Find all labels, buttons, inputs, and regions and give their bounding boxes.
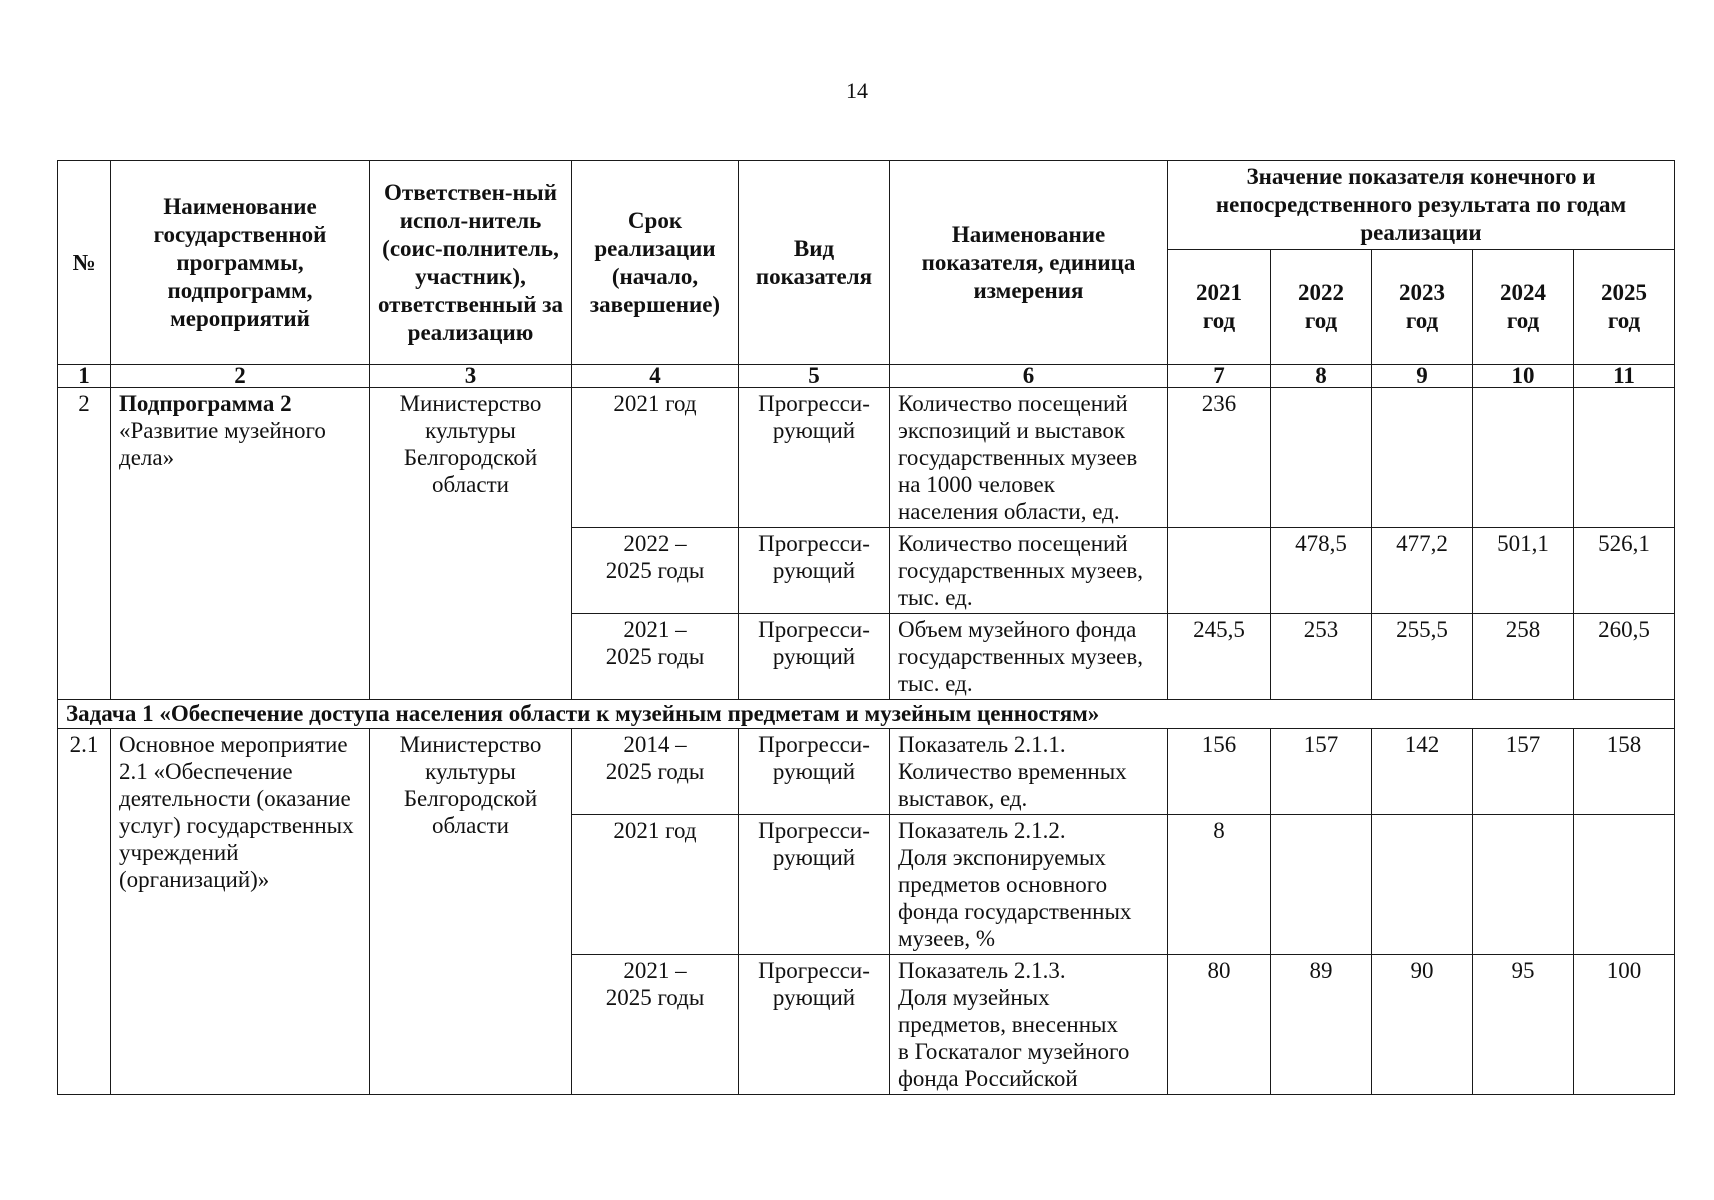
column-number: 9 [1372,365,1473,388]
indicator-name-cell: Объем музейного фонда государственных музеев, тыс. ед. [890,614,1168,700]
indicator-type-cell: Прогресси- рующий [739,388,890,528]
column-number: 2 [111,365,370,388]
value-cell: 157 [1473,729,1574,815]
program-name-cell [111,388,370,700]
value-cell: 8 [1168,815,1271,955]
column-number: 6 [890,365,1168,388]
column-numbers-row [58,365,1675,388]
executor-cell: Министерство культуры Белгородской области [370,729,572,1095]
value-cell: 477,2 [1372,528,1473,614]
table-row [58,729,1675,815]
indicators-table [57,160,1675,1095]
subprogram-title: Подпрограмма 2 [119,391,292,416]
value-cell [1271,388,1372,528]
page-number: 14 [846,78,868,103]
value-cell: 156 [1168,729,1271,815]
term-cell: 2021 – 2025 годы [572,614,739,700]
value-cell [1473,388,1574,528]
task-row [58,700,1675,729]
value-cell [1168,528,1271,614]
value-cell [1271,815,1372,955]
value-cell: 95 [1473,955,1574,1095]
table-row [58,388,1675,528]
column-number: 4 [572,365,739,388]
value-cell [1372,815,1473,955]
indicator-name-cell: Показатель 2.1.3. Доля музейных предметов, внесенных в Госкаталог музейного фонда Российской [890,955,1168,1095]
indicator-name-cell: Количество посещений экспозиций и выставок государственных музеев на 1000 человек населения области, ед. [890,388,1168,528]
term-cell: 2021 – 2025 годы [572,955,739,1095]
header-year: 2024 год [1473,250,1574,365]
header-year: 2021 год [1168,250,1271,365]
subprogram-name: «Развитие музейного дела» [119,418,326,470]
value-cell: 253 [1271,614,1372,700]
column-number: 5 [739,365,890,388]
header-values: Значение показателя конечного и непосредственного результата по годам реализации [1168,161,1675,250]
value-cell: 158 [1574,729,1675,815]
header-term: Срок реализации (начало, завершение) [572,161,739,365]
indicator-name-cell: Показатель 2.1.1. Количество временных выставок, ед. [890,729,1168,815]
value-cell: 90 [1372,955,1473,1095]
header-no: № [58,161,111,365]
value-cell: 245,5 [1168,614,1271,700]
header-indicator-name: Наименование показателя, единица измерения [890,161,1168,365]
value-cell: 260,5 [1574,614,1675,700]
indicator-type-cell: Прогресси- рующий [739,528,890,614]
term-cell: 2021 год [572,815,739,955]
value-cell: 89 [1271,955,1372,1095]
indicator-type-cell: Прогресси- рующий [739,729,890,815]
value-cell: 100 [1574,955,1675,1095]
value-cell: 478,5 [1271,528,1372,614]
value-cell: 526,1 [1574,528,1675,614]
indicator-type-cell: Прогресси- рующий [739,815,890,955]
column-number: 1 [58,365,111,388]
term-cell: 2022 – 2025 годы [572,528,739,614]
header-year: 2023 год [1372,250,1473,365]
row-number: 2.1 [58,729,111,1095]
value-cell: 255,5 [1372,614,1473,700]
activity-name-cell: Основное мероприятие 2.1 «Обеспечение деятельности (оказание услуг) государственных учреждений (организаций)» [111,729,370,1095]
task-title: Задача 1 «Обеспечение доступа населения области к музейным предметам и музейным ценностям» [58,700,1675,729]
header-row [58,161,1675,250]
value-cell: 142 [1372,729,1473,815]
indicator-type-cell: Прогресси- рующий [739,614,890,700]
value-cell: 258 [1473,614,1574,700]
executor-cell: Министерство культуры Белгородской области [370,388,572,700]
header-year: 2025 год [1574,250,1675,365]
header-program-name: Наименование государственной программы, подпрограмм, мероприятий [111,161,370,365]
value-cell [1372,388,1473,528]
value-cell [1574,815,1675,955]
indicator-name-cell: Количество посещений государственных музеев, тыс. ед. [890,528,1168,614]
header-executor: Ответствен-ный испол-нитель (соис-полнитель, участник), ответственный за реализацию [370,161,572,365]
term-cell: 2014 – 2025 годы [572,729,739,815]
term-cell: 2021 год [572,388,739,528]
indicator-type-cell: Прогресси- рующий [739,955,890,1095]
value-cell [1574,388,1675,528]
header-indicator-type: Вид показателя [739,161,890,365]
value-cell: 157 [1271,729,1372,815]
column-number: 11 [1574,365,1675,388]
column-number: 10 [1473,365,1574,388]
value-cell: 236 [1168,388,1271,528]
value-cell [1473,815,1574,955]
column-number: 7 [1168,365,1271,388]
header-year: 2022 год [1271,250,1372,365]
value-cell: 501,1 [1473,528,1574,614]
value-cell: 80 [1168,955,1271,1095]
column-number: 8 [1271,365,1372,388]
row-number: 2 [58,388,111,700]
column-number: 3 [370,365,572,388]
indicator-name-cell: Показатель 2.1.2. Доля экспонируемых предметов основного фонда государственных музеев, % [890,815,1168,955]
